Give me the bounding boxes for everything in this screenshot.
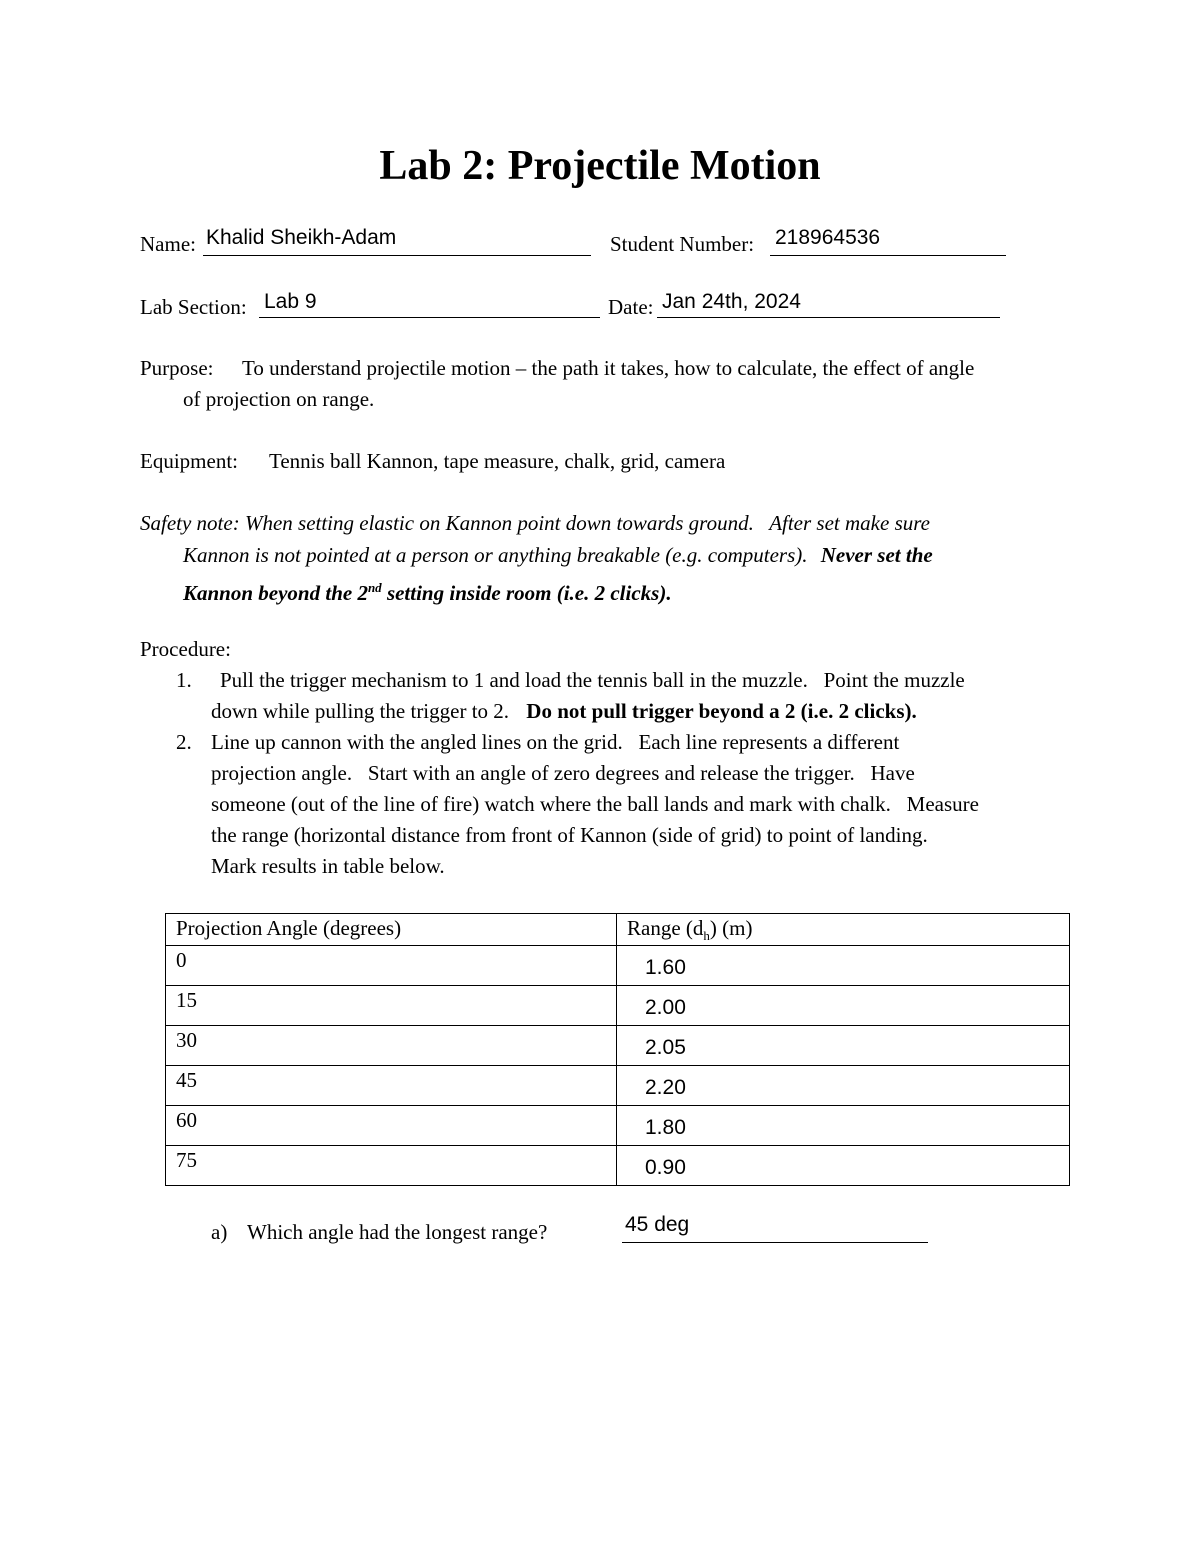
step-2-line2: projection angle. Start with an angle of zero degrees and release the trigger. Have [211, 761, 915, 785]
table-row [166, 946, 1070, 986]
safety-line3-b: setting inside room (i.e. 2 clicks). [381, 581, 672, 605]
range-value: 1.60 [645, 956, 686, 979]
page-title: Lab 2: Projectile Motion [379, 143, 821, 189]
angle-cell: 60 [166, 1106, 617, 1146]
results-table [165, 913, 1070, 1186]
procedure-label: Procedure: [140, 637, 231, 661]
purpose-line2: of projection on range. [183, 387, 375, 411]
step-2-line3: someone (out of the line of fire) watch where the ball lands and mark with chalk. Measure [211, 792, 979, 816]
step-1-number: 1. [176, 668, 192, 692]
range-value: 2.05 [645, 1036, 686, 1059]
name-underline [203, 255, 591, 256]
safety-line2 [183, 540, 933, 571]
safety-line3-sup: nd [367, 580, 382, 595]
range-cell[interactable] [617, 946, 1070, 986]
name-label: Name: [140, 232, 196, 256]
question-a-answer[interactable]: 45 deg [625, 1213, 690, 1236]
lab-section-label: Lab Section: [140, 295, 247, 319]
lab-section-value[interactable]: Lab 9 [264, 290, 317, 313]
safety-line2-italic: Kannon is not pointed at a person or anything breakable (e.g. computers). [183, 543, 808, 567]
step-2-line5: Mark results in table below. [211, 854, 445, 878]
range-value: 2.00 [645, 996, 686, 1019]
student-number-underline [770, 255, 1006, 256]
angle-cell: 0 [166, 946, 617, 986]
date-underline [657, 317, 1000, 318]
angle-cell: 45 [166, 1066, 617, 1106]
angle-cell: 30 [166, 1026, 617, 1066]
question-a-underline [622, 1242, 928, 1243]
question-a-marker: a) [211, 1220, 228, 1244]
range-cell[interactable] [617, 1026, 1070, 1066]
date-value[interactable]: Jan 24th, 2024 [662, 290, 801, 313]
table-row [166, 1146, 1070, 1186]
range-value: 2.20 [645, 1076, 686, 1099]
header-range-b: ) (m) [709, 916, 753, 940]
table-row [166, 1106, 1070, 1146]
header-range-sub: h [703, 928, 710, 944]
range-cell[interactable] [617, 1066, 1070, 1106]
question-a-text: Which angle had the longest range? [247, 1220, 548, 1244]
table-row [166, 1026, 1070, 1066]
step-1-line1: Pull the trigger mechanism to 1 and load the tennis ball in the muzzle. Point the muzzle [220, 668, 965, 692]
step-1-line2-text: down while pulling the trigger to 2. [211, 699, 510, 723]
header-range-a: Range (d [627, 916, 704, 940]
step-2-number: 2. [176, 730, 192, 754]
equipment-text: Tennis ball Kannon, tape measure, chalk, grid, camera [269, 449, 726, 473]
student-number-label: Student Number: [610, 232, 755, 256]
safety-line1: Safety note: When setting elastic on Kannon point down towards ground. After set make sure [140, 511, 930, 535]
step-2-line1: Line up cannon with the angled lines on the grid. Each line represents a different [211, 730, 900, 754]
equipment-label: Equipment: [140, 449, 238, 473]
table-row [166, 1066, 1070, 1106]
range-cell[interactable] [617, 1146, 1070, 1186]
safety-line2-bold: Never set the [820, 543, 933, 567]
range-cell[interactable] [617, 1106, 1070, 1146]
date-label: Date: [608, 295, 654, 319]
step-1-line2 [211, 696, 917, 727]
range-value: 1.80 [645, 1116, 686, 1139]
range-cell[interactable] [617, 986, 1070, 1026]
purpose-label: Purpose: [140, 356, 214, 380]
student-number-value[interactable]: 218964536 [775, 226, 881, 249]
range-value: 0.90 [645, 1156, 686, 1179]
safety-line3 [183, 572, 672, 609]
header-range [617, 914, 1070, 946]
lab-section-underline [259, 317, 600, 318]
purpose-line1: To understand projectile motion – the path it takes, how to calculate, the effect of angle [242, 356, 975, 380]
safety-line3-a: Kannon beyond the 2 [183, 581, 368, 605]
table-row [166, 986, 1070, 1026]
name-value[interactable]: Khalid Sheikh-Adam [206, 226, 397, 249]
angle-cell: 75 [166, 1146, 617, 1186]
step-1-line2-bold: Do not pull trigger beyond a 2 (i.e. 2 clicks). [526, 699, 917, 723]
angle-cell: 15 [166, 986, 617, 1026]
table-header-row [166, 914, 1070, 946]
header-angle: Projection Angle (degrees) [166, 914, 617, 946]
step-2-line4: the range (horizontal distance from front of Kannon (side of grid) to point of landing. [211, 823, 928, 847]
